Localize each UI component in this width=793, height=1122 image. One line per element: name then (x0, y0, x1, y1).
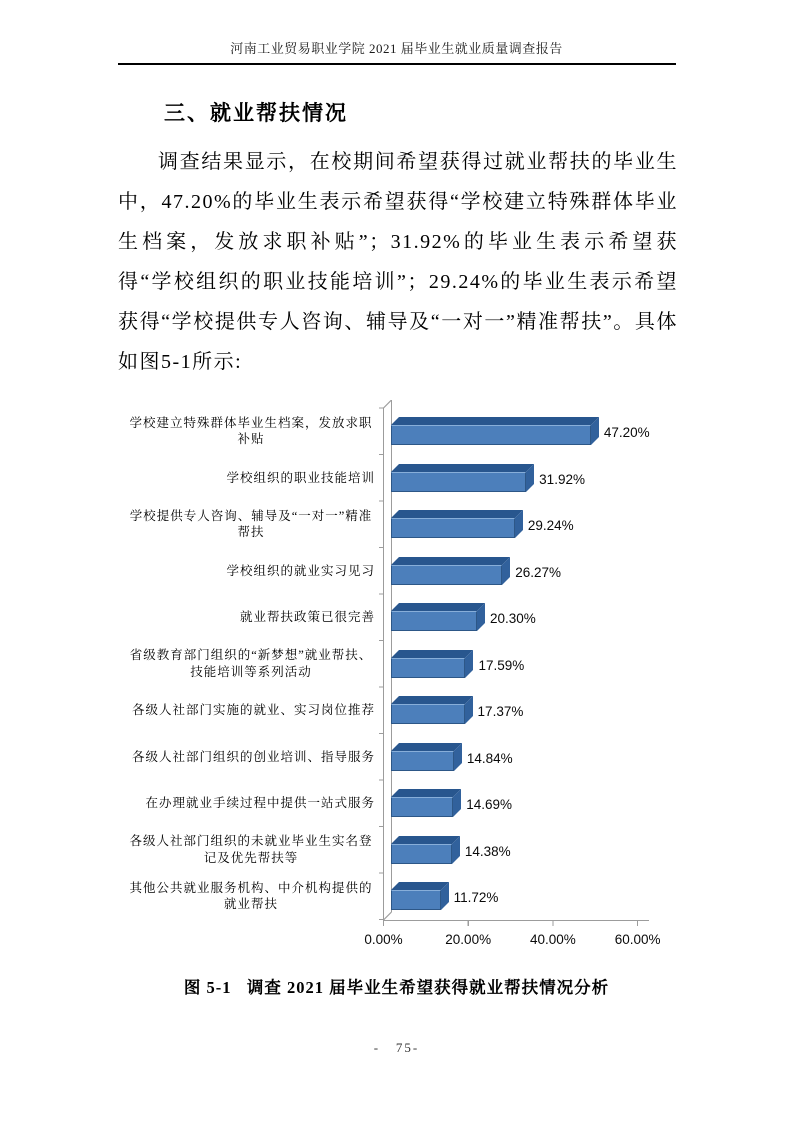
bar-front-face (391, 472, 526, 492)
bar (391, 789, 461, 817)
chart-row (120, 594, 668, 641)
value-label: 29.24% (527, 518, 574, 533)
bar (391, 650, 473, 678)
category-label (120, 780, 375, 827)
bar-top-face (391, 464, 534, 472)
bar-chart-figure-5-1 (120, 400, 680, 960)
bar-top-face (391, 696, 473, 704)
x-axis-tick-label: 0.00% (364, 932, 403, 947)
chart-row (120, 641, 668, 688)
bar-top-face (391, 510, 523, 518)
category-label-text: 学校提供专人咨询、辅导及“一对一”精准帮扶 (129, 508, 373, 540)
category-label-text: 学校组织的就业实习见习 (226, 563, 375, 578)
value-label: 11.72% (453, 890, 499, 905)
value-label: 31.92% (539, 471, 585, 487)
page-number: - 75- (373, 1040, 420, 1055)
bar (391, 696, 473, 724)
bar (391, 417, 599, 445)
value-label: 14.38% (464, 843, 511, 859)
category-label-text: 各级人社部门组织的未就业毕业生实名登记及优先帮扶等 (129, 834, 373, 865)
value-label: 26.27% (515, 564, 562, 580)
bar-top-face (391, 743, 462, 751)
category-label (120, 548, 375, 595)
bar (391, 603, 485, 631)
chart-row (120, 501, 668, 548)
value-label: 17.59% (478, 657, 525, 673)
category-label-text: 就业帮扶政策已很完善 (239, 610, 375, 624)
figure-caption: 图 5-1 调查 2021 届毕业生希望获得就业帮扶情况分析 (183, 978, 610, 997)
bar-top-face (391, 603, 485, 611)
x-axis-tick-label: 40.00% (529, 932, 576, 947)
category-label (120, 827, 375, 874)
bar-front-face (391, 751, 454, 771)
page-header: 河南工业贸易职业学院 2021 届毕业生就业质量调查报告 (230, 41, 563, 56)
bar (391, 510, 523, 538)
value-label: 14.69% (466, 797, 512, 812)
category-label (120, 873, 375, 920)
header-rule (118, 63, 676, 65)
bar-front-face (391, 518, 515, 538)
section-title: 三、就业帮扶情况 (164, 102, 348, 125)
category-label-text: 其他公共就业服务机构、中介机构提供的就业帮扶 (129, 880, 373, 912)
category-label-text: 学校组织的职业技能培训 (226, 470, 375, 485)
chart-row (120, 873, 668, 920)
bar-front-face (391, 565, 502, 585)
chart-row (120, 687, 668, 734)
bar-top-face (391, 789, 461, 797)
value-label: 17.37% (477, 704, 524, 719)
chart-row (120, 455, 668, 502)
bar-front-face (391, 890, 441, 910)
bar (391, 464, 534, 492)
category-label (120, 734, 375, 781)
bar-top-face (391, 836, 460, 844)
bar-front-face (391, 425, 591, 445)
category-label-text: 学校建立特殊群体毕业生档案，发放求职补贴 (129, 415, 373, 447)
category-label (120, 455, 375, 502)
bar (391, 836, 460, 864)
bar (391, 882, 449, 910)
chart-row (120, 827, 668, 874)
category-label (120, 594, 375, 641)
x-axis-tick-label: 20.00% (445, 932, 492, 947)
chart-row (120, 734, 668, 781)
category-label-text: 在办理就业手续过程中提供一站式服务 (145, 796, 375, 810)
bar-top-face (391, 557, 510, 565)
x-axis-tick-labels (120, 932, 680, 952)
x-axis-tick-label: 60.00% (614, 932, 661, 947)
chart-rows (120, 408, 668, 920)
bar-front-face (391, 658, 465, 678)
value-label: 47.20% (603, 425, 650, 440)
value-label: 14.84% (466, 750, 513, 766)
bar-front-face (391, 844, 452, 864)
category-label (120, 501, 375, 548)
bar-front-face (391, 797, 453, 817)
category-label (120, 641, 375, 688)
bar (391, 557, 510, 585)
bar (391, 743, 462, 771)
category-label-text: 各级人社部门实施的就业、实习岗位推荐 (131, 703, 375, 717)
category-label (120, 408, 375, 455)
bar-front-face (391, 704, 465, 724)
bar-front-face (391, 611, 477, 631)
category-label (120, 687, 375, 734)
chart-row (120, 408, 668, 455)
value-label: 20.30% (489, 611, 536, 626)
body-paragraph: 调查结果显示，在校期间希望获得过就业帮扶的毕业生中，47.20%的毕业生表示希望获得“学校建立特殊群体毕业生档案，发放求职补贴”；31.92%的毕业生表示希望获得“学校组织的职业技能培训”；29.24%的毕业生表示希望获得“学校提供专人咨询、辅导及“一对一”精准帮扶”。具体如图5-1所示: (118, 151, 678, 373)
chart-row (120, 780, 668, 827)
category-label-text: 各级人社部门组织的创业培训、指导服务 (131, 749, 375, 764)
bar-top-face (391, 417, 599, 425)
bar-top-face (391, 650, 473, 658)
chart-row (120, 548, 668, 595)
bar-top-face (391, 882, 449, 890)
category-label-text: 省级教育部门组织的“新梦想”就业帮扶、技能培训等系列活动 (129, 648, 373, 679)
